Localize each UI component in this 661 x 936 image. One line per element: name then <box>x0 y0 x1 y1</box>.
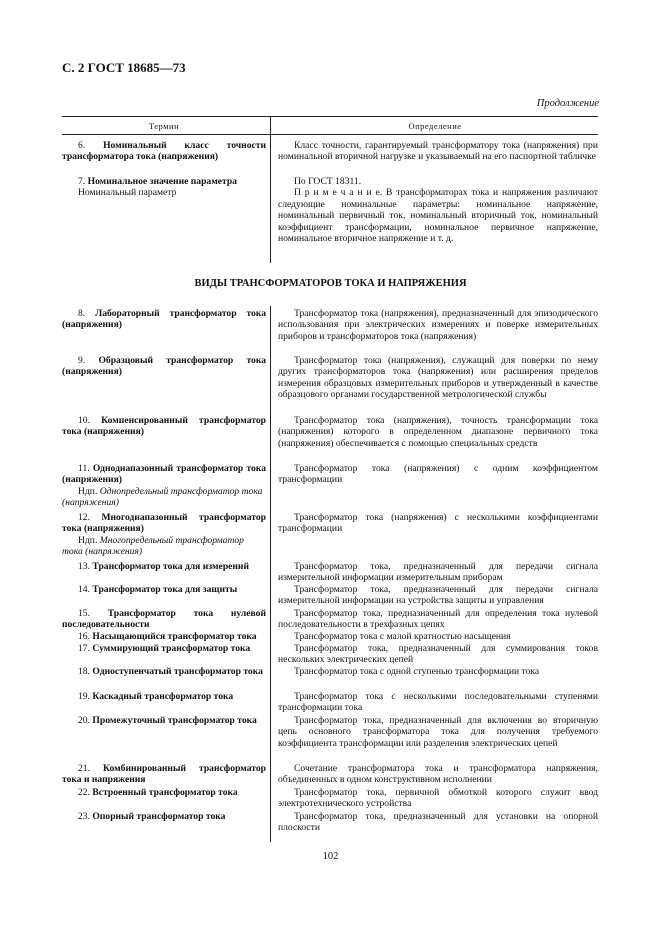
term-11: 11. Однодиапазонный трансформатор тока (напряжения) Ндп. Однопредельный трансформатор тока (напряжения) <box>62 463 267 509</box>
definition-14: Трансформатор тока, предназначенный для передачи сигнала измерительной информации на устройства защиты и управления <box>278 584 598 607</box>
term-20: 20. Промежуточный трансформатор тока <box>78 715 257 726</box>
term-22: 22. Встроенный трансформатор тока <box>78 787 238 798</box>
continuation-label: Продолжение <box>536 98 599 109</box>
term-19: 19. Каскадный трансформатор тока <box>78 691 234 702</box>
table-top-rule <box>62 116 598 117</box>
term-16: 16. Насыщающийся трансформатор тока <box>78 631 257 642</box>
term-15: 15. Трансформатор тока нулевой последовательности <box>62 608 266 631</box>
term-8: 8. Лабораторный трансформатор тока (напряжения) <box>62 308 267 331</box>
section-title: ВИДЫ ТРАНСФОРМАТОРОВ ТОКА И НАПРЯЖЕНИЯ <box>194 278 467 289</box>
term-10: 10. Компенсированный трансформатор тока (напряжения) <box>62 415 266 438</box>
term-17: 17. Суммирующий трансформатор тока <box>78 643 251 654</box>
term-14: 14. Трансформатор тока для защиты <box>78 584 238 595</box>
term-6: 6. Номинальный класс точности трансформатора тока (напряжения) <box>62 140 266 163</box>
term-21: 21. Комбинированный трансформатор тока и напряжения <box>62 763 266 786</box>
definition-15: Трансформатор тока, предназначенный для определения тока нулевой последовательности в трехфазных цепях <box>278 608 598 631</box>
definition-6: Класс точности, гарантируемый трансформатору тока (напряжения) при номинальной вторичной нагрузке и указываемый на его паспортной табличке <box>278 140 598 163</box>
term-7: 7. Номинальное значение параметра Номинальный параметр <box>78 176 237 199</box>
column-header-definition: Определение <box>408 121 462 131</box>
page-number: 102 <box>322 851 339 862</box>
definition-10: Трансформатор тока (напряжения), точность трансформации тока (напряжения) которого в определенном диапазоне первичного тока (напряжения) обеспечивается с помощью специальных средств <box>278 415 598 449</box>
definition-18: Трансформатор тока с одной ступенью трансформации тока <box>294 666 540 677</box>
definition-21: Сочетание трансформатора тока и трансформатора напряжения, объединенных в одном конструктивном исполнении <box>278 763 598 786</box>
definition-16: Трансформатор тока с малой кратностью насыщения <box>294 631 511 642</box>
definition-7: По ГОСТ 18311. <box>294 176 362 187</box>
definition-9: Трансформатор тока (напряжения), служащий для поверки по нему других трансформаторов тока (напряжения) или расширения пределов измерения образцовых измерительных приборов и утвержденный в качестве образцового органами государственной метрологической службы <box>278 355 598 401</box>
definition-19: Трансформатор тока с несколькими последовательными ступенями трансформации тока <box>278 691 598 714</box>
term-13: 13. Трансформатор тока для измерений <box>78 561 249 572</box>
column-header-term: Термин <box>148 121 180 131</box>
page-header: С. 2 ГОСТ 18685—73 <box>62 60 186 75</box>
definition-12: Трансформатор тока (напряжения) с несколькими коэффициентами трансформации <box>278 512 598 535</box>
table2-divider <box>270 306 271 842</box>
table1-divider <box>270 116 271 263</box>
definition-7-note: П р и м е ч а н и е. В трансформаторах тока и напряжения различают следующие номинальные параметры: номинальное напряжение, номинальный первичный ток, номинальный вторичный ток, номинальный коэффициент трансформации, номинальное первичное напряжение, номинальное вторичное напряжение и т. д. <box>278 187 598 245</box>
definition-8: Трансформатор тока (напряжения), предназначенный для эпизодического использования при электрических измерениях и поверке измерительных приборов и трансформаторов тока (напряжения) <box>278 308 598 342</box>
term-18: 18. Одноступенчатый трансформатор тока <box>78 666 263 677</box>
definition-11: Трансформатор тока (напряжения) с одним коэффициентом трансформации <box>278 463 598 486</box>
term-23: 23. Опорный трансформатор тока <box>78 811 226 822</box>
definition-20: Трансформатор тока, предназначенный для включения во вторичную цепь основного трансформатора тока для получения требуемого коэффициента трансформации или разделения электрических цепей <box>278 715 598 749</box>
term-9: 9. Образцовый трансформатор тока (напряжения) <box>62 355 267 378</box>
table-header-rule <box>62 134 598 135</box>
term-12: 12. Многодиапазонный трансформатор тока (напряжения) Ндп. Многопредельный трансформатор тока (напряжения) <box>62 512 266 558</box>
definition-22: Трансформатор тока, первичной обмоткой которого служит ввод электротехнического устройства <box>278 787 598 810</box>
definition-13: Трансформатор тока, предназначенный для передачи сигнала измерительной информации измерительным приборам <box>278 561 598 584</box>
definition-23: Трансформатор тока, предназначенный для установки на опорной плоскости <box>278 811 598 834</box>
definition-17: Трансформатор тока, предназначенный для суммирования токов нескольких электрических цепей <box>278 643 598 666</box>
